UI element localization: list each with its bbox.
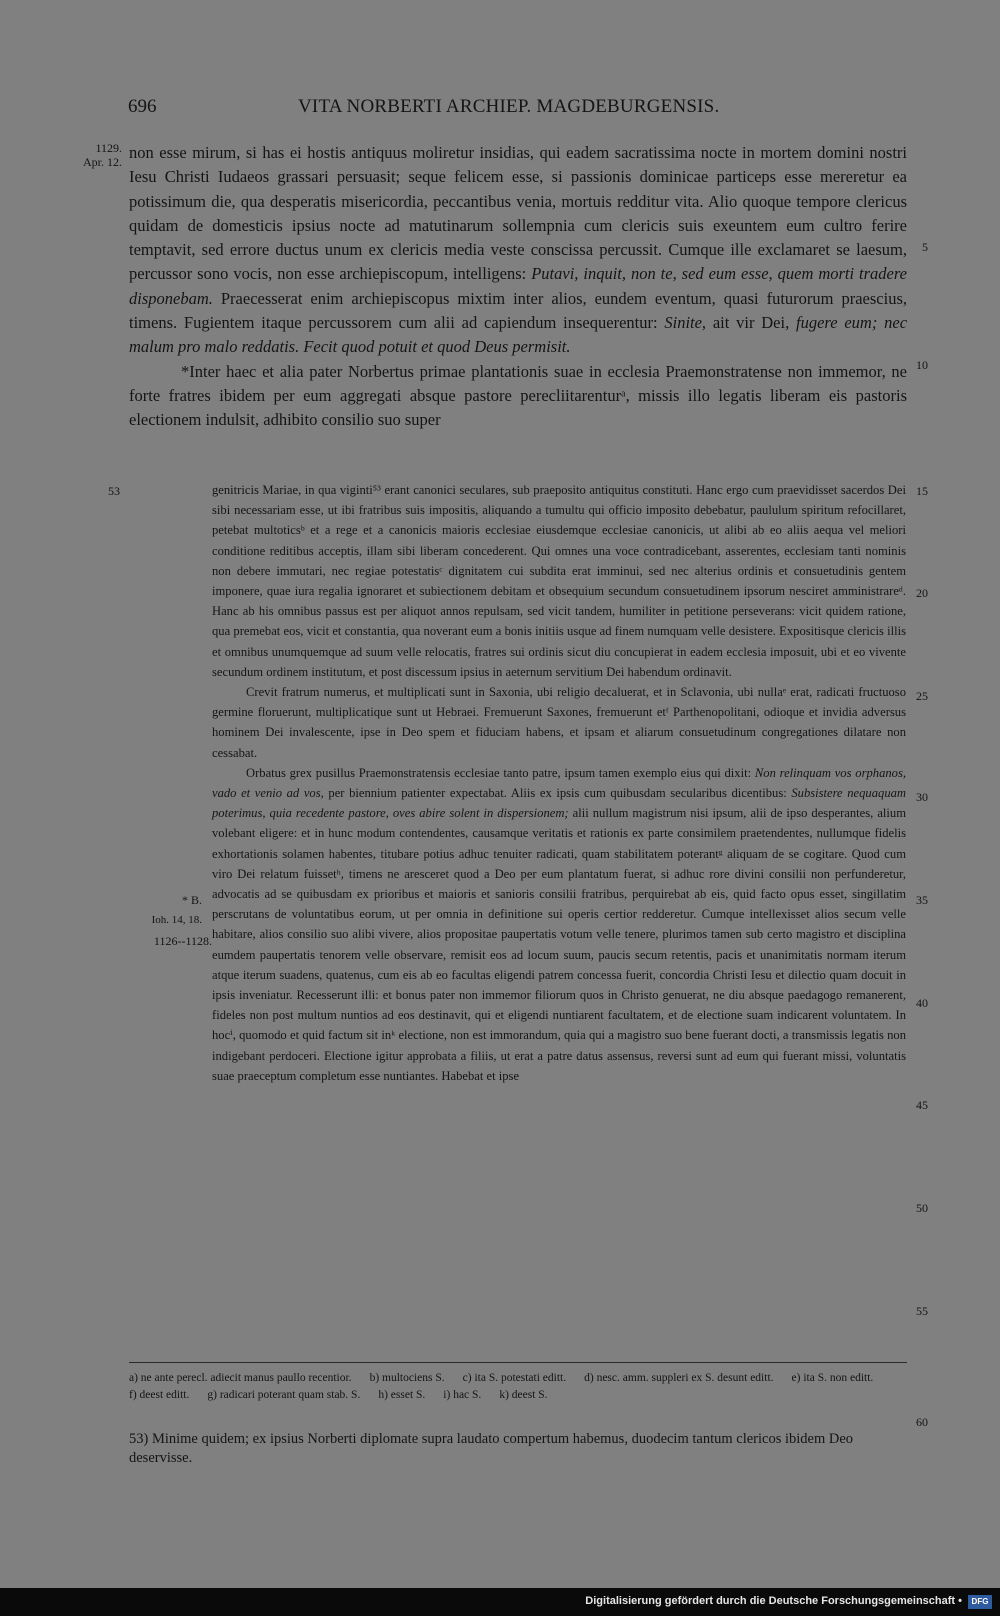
- footnote: b) multociens S.: [369, 1372, 445, 1384]
- main-text: [129, 141, 907, 433]
- main-paragraph: *Inter haec et alia pater Norbertus primae plantationis suae in ecclesia Praemonstratense non immemor, ne forte fratres ibidem per eum aggregati absque pastore perecliitarenturᵃ, missis illo legatis liberam eis pastoris electionem indulsit, adhibito consilio suo super: [129, 361, 907, 430]
- margin-date-1129: 1129.: [95, 141, 122, 155]
- page-number: 696: [128, 96, 157, 117]
- footnote: h) esset S.: [378, 1389, 426, 1401]
- footnote: d) nesc. amm. suppleri ex S. desunt editt.: [584, 1372, 774, 1384]
- credit-text: Digitalisierung gefördert durch die Deutsche Forschungsgemeinschaft •: [585, 1595, 962, 1607]
- footnote-rule: [129, 1362, 907, 1363]
- running-head: [128, 96, 906, 120]
- line-number: 40: [916, 996, 928, 1010]
- margin-date-1126: 1126--1128.: [153, 934, 212, 948]
- line-number: 60: [916, 1415, 928, 1429]
- main-paragraph: non esse mirum, si has ei hostis antiquus moliretur insidias, qui eadem sacratissima nocte in mortem domini nostri Iesu Christi Iudaeos grassari persuasit; seque felicem esse, si passionis dominicae particeps esse mereretur ea potissimum die, qua desperatis misericordia, peccantibus venia, mortuis redditur vita. Alio quoque tempore clericus quidam de domesticis ipsius nocte ad matutinarum sollempnia cum clericis suis exeuntem eum cultro ferire temptavit, sed errore ductus unum ex clericis media veste conscissa percussit. Cumque ille exclamaret se laesum, percussor sono vocis, non esse archiepiscopum, intelligens: Putavi, inquit, non te, sed eum esse, quem morti tradere disponebam. Praecesserat enim archiepiscopus mixtim inter alios, eundem eventum, quasi futurorum praescius, timens. Fugientem itaque percussorem cum alii ad capiendum insequerentur: Sinite, ait vir Dei, fugere eum; nec malum pro malo reddatis. Fecit quod potuit et quod Deus permisit.: [129, 143, 908, 357]
- footnote: e) ita S. non editt.: [791, 1372, 874, 1384]
- line-number: 45: [916, 1098, 928, 1112]
- line-number: 50: [916, 1201, 928, 1215]
- footnote: a) ne ante perecl. adiecit manus paullo recentior.: [129, 1372, 352, 1384]
- line-number: 10: [916, 358, 928, 372]
- margin-star-b: * B.: [181, 893, 202, 907]
- footnote: f) deest editt.: [129, 1389, 190, 1401]
- note-paragraph: genitricis Mariae, in qua viginti⁵³ erant canonici seculares, sub praeposito antiquitus constituti. Hanc ergo cum praevidisset sacerdos Dei sibi necessariam esse, ut ibi fratribus suis impositis, aliquando a tumultu qui officio imposito debebatur, paululum spiritum refocillaret, petebat multoticsᵇ et a rege et a canonicis maioris ecclesiae eiusdemque ecclesiae canonicis, ut alibi ab eo aliis aequa vel meliori conditione reditibus acceptis, illam sibi liberam concederent. Qui omnes una voce contradicebant, asserentes, ecclesiam tanti nominis non debere immutari, nec regiae potestatisᶜ dignitatem cui subdita erat imminui, sed nec alterius ordinis et consuetudinis gentem imponere, quae iura regalia ignoraret et subiectionem debitam et obsequium secundum consuetudinem ipsorum nesciret amministrareᵈ. Hanc ab his omnibus passus est per aliquot annos repulsam, sed vicit tandem, humiliter in petitione perseverans: vicit quidem ratione, qua premebat eos, vicit et constantia, qua noverant eum a bonis initiis usque ad finem numquam velle desistere. Expositisque clericis illis et omnibus unumquemque ad suum velle relocatis, fratres sui ordinis sicut diu concupierat in eadem ecclesia imposuit, ubi et eo vivente secundum ordinem institutum, et post discessum ipsius in aeternum servitium Dei habendum ordinavit.: [212, 483, 906, 679]
- critical-apparatus: [129, 1370, 907, 1404]
- footnote: g) radicari poterant quam stab. S.: [207, 1389, 361, 1401]
- margin-note-53: 53: [108, 484, 120, 498]
- commentary-53: 53) Minime quidem; ex ipsius Norberti diplomate supra laudato compertum habemus, duodecim tantum clericos ibidem Deo deservisse.: [129, 1431, 854, 1466]
- commentary-note: [129, 1430, 907, 1468]
- footnote: i) hac S.: [443, 1389, 482, 1401]
- note-paragraph: Crevit fratrum numerus, et multiplicati sunt in Saxonia, ubi religio decaluerat, et in Sclavonia, ubi nullaᵉ erat, radicati fructuoso germine floruerunt, multiplicatique sunt ut Hebraei. Fremuerunt Saxones, fremuerunt etᶠ Parthenopolitani, odioque et invidia adversus hominem Dei invalescente, ipse in Deo spem et fiduciam habens, et ipsam et aliarum consuetudinum congregationes dilatare non cessabat.: [212, 685, 906, 760]
- footnote: c) ita S. potestati editt.: [462, 1372, 567, 1384]
- note-paragraph: Orbatus grex pusillus Praemonstratensis ecclesiae tanto patre, ipsum tamen exemplo eius qui dixit: Non relinquam vos orphanos, vado et venio ad vos, per biennium patienter expectabat. Aliis ex ipsis cum quibusdam secularibus dicentibus: Subsistere nequaquam poterimus, quia recedente pastore, oves abire solent in dispersionem; alii nullum magistrum nisi ipsum, alii de ipso desperantes, alium volebant eligere: et in hunc modum contendentes, causamque veritatis et rationis ex parte consimilem praetendentes, nullumque fidelis exhortationis solamen habentes, titubare potius adhuc tenuiter radicati, quam stabilitatem poterantᵍ aliquam de se cogitare. Quod cum viro Dei relatum fuissetʰ, timens ne aresceret quod a Deo per eum plantatum fuerat, si adhuc rore divini consilii non perfunderetur, advocatis ad se quibusdam ex prioribus et maioris et sanioris consilii fratribus, perquirebat ab eis, quid facto opus esset, singillatim perscrutans de voluntatibus eorum, ut per omnia in definitione sui operis certior redderetur. Cumque intellexisset alios secum velle habitare, alios consilio suo alibi vivere, alios propositae paupertatis votum velle tenere, plurimos tamen sub certo magistro et disciplina eumdem paupertatis tenorem velle observare, remisit eos ad locum suum, paucis secum retentis, pacis et unanimitatis normam iterum atque iterum suadens, quatenus, cum eis ab eo facultas eligendi patrem concessa fuerit, concordia Christi Iesu et dilectio quam docuit in ipsis inveniatur. Recesserunt illi: et bonus pater non immemor filiorum quos in Christo genuerat, ne diu absque paedagogo remanerent, fideles non post multum nuntios ad eos destinavit, qui et eligendi nuntiarent facultatem, et de electione suam indicarent voluntatem. In hocⁱ, quomodo et quid factum sit inᵏ electione, non est immorandum, quia qui a magistro suo bene fuerant docti, a transmissis legatis non indigebant perdoceri. Electione igitur approbata a filiis, ut erat a patre datus assensus, reversi sunt ad eum qui fuerant missi, voluntatis suae praeceptum completum esse nuntiantes. Habebat et ipse: [212, 765, 907, 1083]
- dfg-logo-icon: DFG: [968, 1595, 992, 1609]
- line-number: 35: [916, 893, 928, 907]
- line-number: 20: [916, 586, 928, 600]
- margin-date-apr12: Apr. 12.: [83, 155, 122, 169]
- line-number: 55: [916, 1304, 928, 1318]
- footnote: k) deest S.: [499, 1389, 548, 1401]
- line-number: 25: [916, 689, 928, 703]
- digitization-credit-bar: [0, 1588, 1000, 1616]
- running-title: VITA NORBERTI ARCHIEP. MAGDEBURGENSIS.: [298, 96, 720, 117]
- margin-ioh-ref: Ioh. 14, 18.: [151, 914, 202, 926]
- line-number: 15: [916, 484, 928, 498]
- line-number: 5: [922, 240, 928, 254]
- line-number: 30: [916, 790, 928, 804]
- note-53-text: [212, 480, 906, 1086]
